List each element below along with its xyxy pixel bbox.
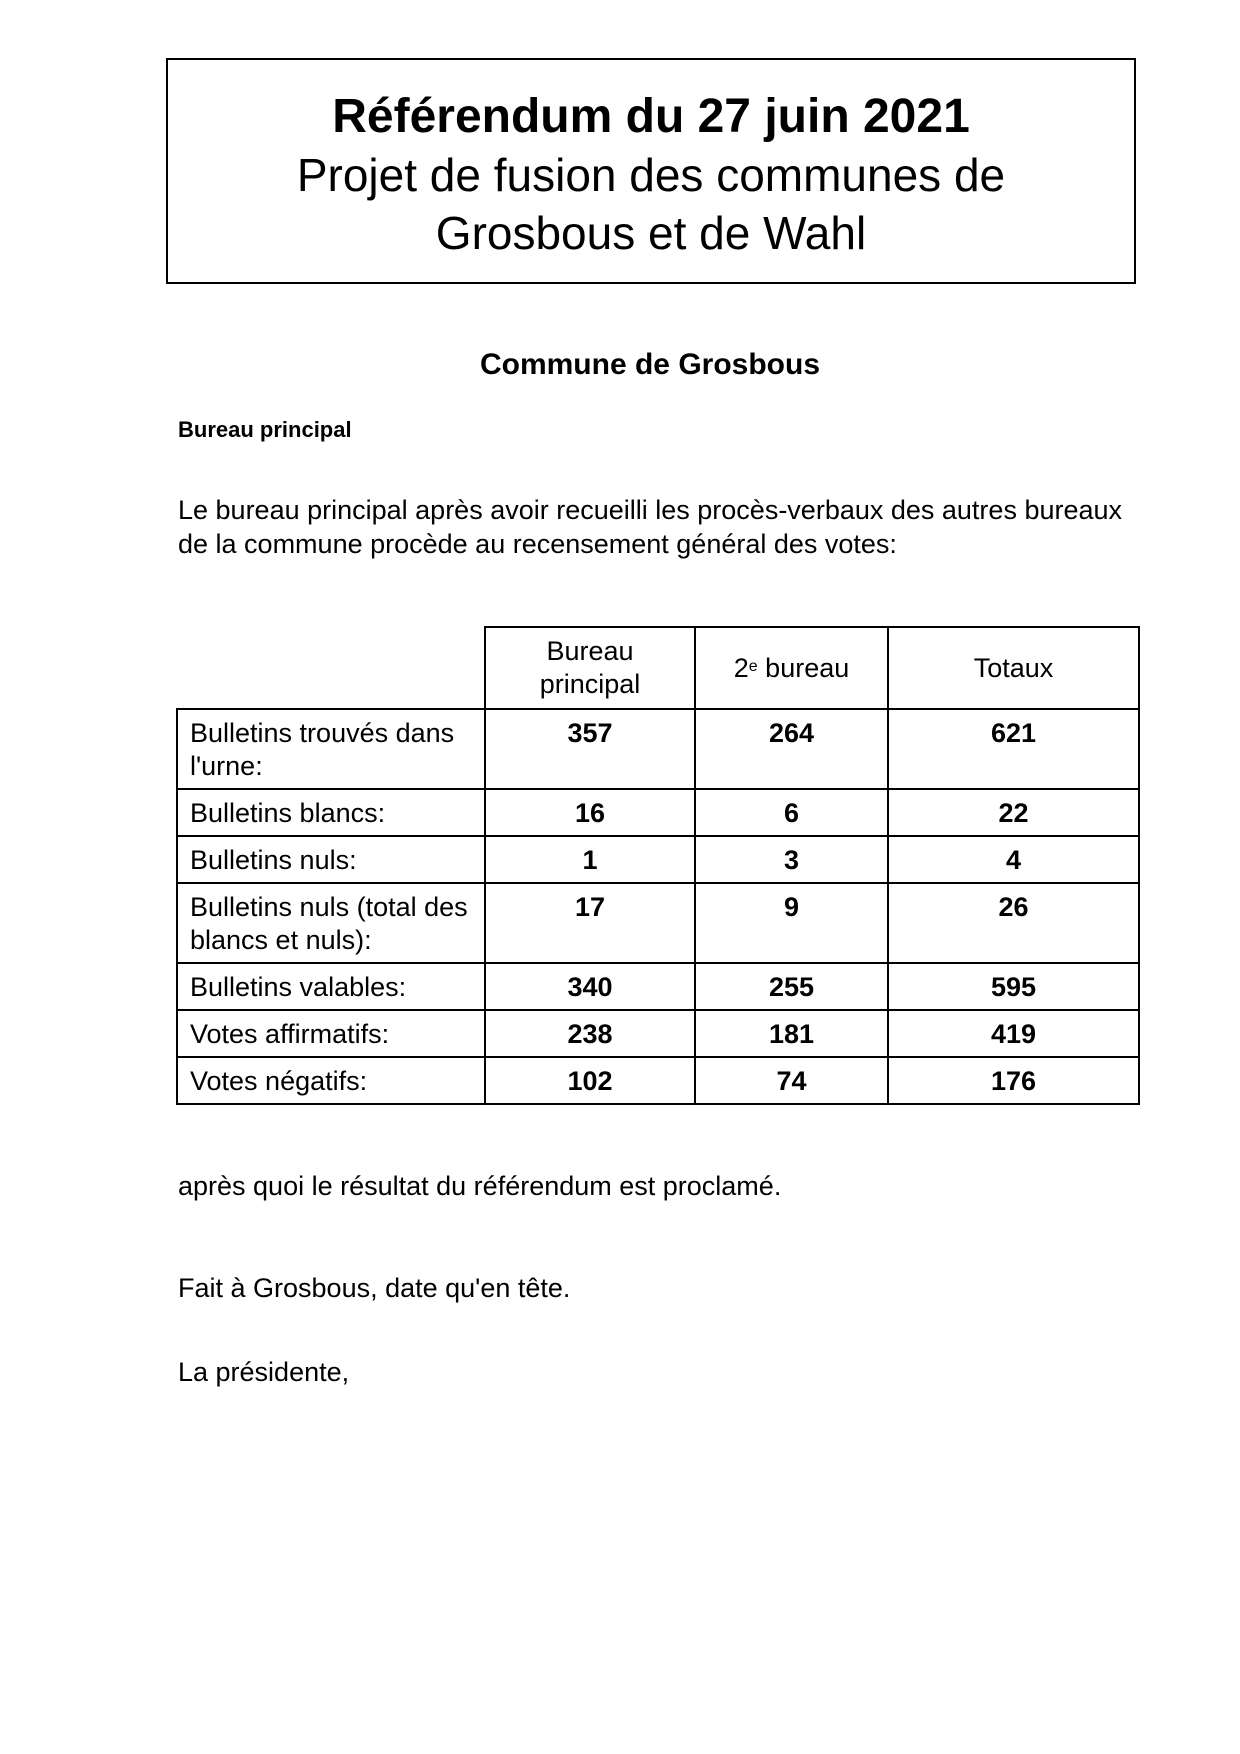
signature-line: La présidente, — [178, 1357, 350, 1387]
row-label: Bulletins nuls: — [177, 836, 485, 883]
cell-total: 176 — [888, 1057, 1139, 1104]
table-row — [177, 1010, 1139, 1057]
cell-second-bureau: 9 — [695, 883, 888, 963]
cell-second-bureau: 181 — [695, 1010, 888, 1057]
cell-bureau-principal: 340 — [485, 963, 695, 1010]
header-second-bureau-text: bureau — [757, 652, 850, 683]
cell-second-bureau: 74 — [695, 1057, 888, 1104]
cell-total: 595 — [888, 963, 1139, 1010]
title-line-1: Référendum du 27 juin 2021 — [332, 90, 970, 143]
header-bureau-principal-line2: principal — [539, 669, 641, 699]
cell-second-bureau: 255 — [695, 963, 888, 1010]
table-row — [177, 836, 1139, 883]
cell-bureau-principal: 16 — [485, 789, 695, 836]
cell-bureau-principal: 17 — [485, 883, 695, 963]
row-label: Bulletins trouvés dans l'urne: — [177, 709, 485, 789]
header-second-bureau — [695, 627, 888, 709]
place-date-line: Fait à Grosbous, date qu'en tête. — [178, 1273, 571, 1303]
table-header-row — [177, 627, 1139, 709]
header-second-bureau-number: 2 — [733, 652, 749, 683]
row-label: Bulletins valables: — [177, 963, 485, 1010]
cell-total: 4 — [888, 836, 1139, 883]
cell-total: 621 — [888, 709, 1139, 789]
header-empty-cell — [177, 627, 485, 709]
bureau-label: Bureau principal — [178, 417, 352, 442]
title-line-2: Projet de fusion des communes de — [296, 149, 1006, 201]
cell-total: 419 — [888, 1010, 1139, 1057]
cell-bureau-principal: 238 — [485, 1010, 695, 1057]
row-label: Votes négatifs: — [177, 1057, 485, 1104]
table-row — [177, 789, 1139, 836]
cell-bureau-principal: 1 — [485, 836, 695, 883]
cell-bureau-principal: 357 — [485, 709, 695, 789]
results-table — [176, 626, 1140, 1105]
title-box — [166, 58, 1136, 284]
cell-second-bureau: 3 — [695, 836, 888, 883]
table-row — [177, 1057, 1139, 1104]
cell-second-bureau: 6 — [695, 789, 888, 836]
table-row — [177, 709, 1139, 789]
intro-paragraph: Le bureau principal après avoir recueilli les procès-verbaux des autres bureaux de la commune procède au recensement général des votes: — [178, 495, 1123, 559]
row-label: Votes affirmatifs: — [177, 1010, 485, 1057]
cell-total: 22 — [888, 789, 1139, 836]
table-row — [177, 963, 1139, 1010]
commune-title: Commune de Grosbous — [479, 348, 821, 381]
row-label: Bulletins blancs: — [177, 789, 485, 836]
header-second-bureau-sup: e — [748, 657, 758, 675]
title-line-3: Grosbous et de Wahl — [435, 207, 867, 259]
row-label: Bulletins nuls (total des blancs et nuls): — [177, 883, 485, 963]
cell-bureau-principal: 102 — [485, 1057, 695, 1104]
result-proclamation: après quoi le résultat du référendum est proclamé. — [178, 1171, 782, 1201]
cell-second-bureau: 264 — [695, 709, 888, 789]
header-bureau-principal — [485, 627, 695, 709]
header-bureau-principal-line1: Bureau — [546, 636, 634, 666]
header-totaux: Totaux — [888, 627, 1139, 709]
table-row — [177, 883, 1139, 963]
cell-total: 26 — [888, 883, 1139, 963]
